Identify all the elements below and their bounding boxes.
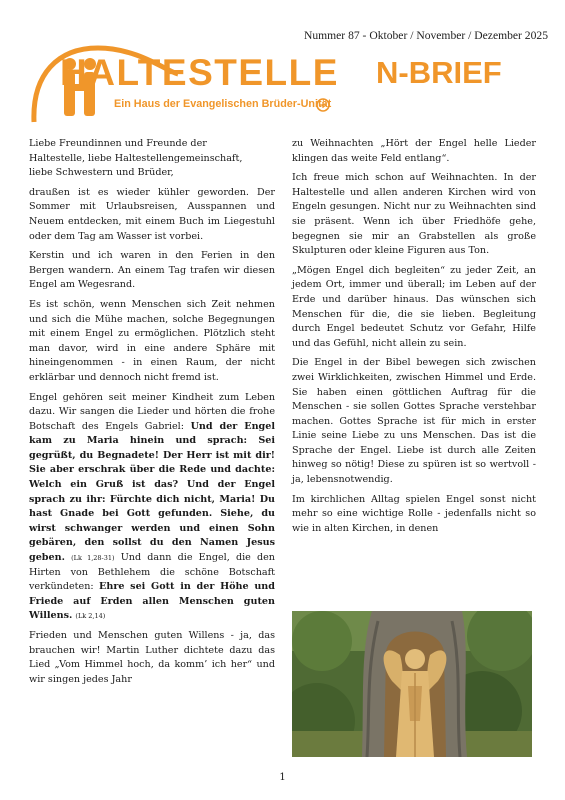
paragraph: Frieden und Menschen guten Willens - ja, das brauchen wir! Martin Luther dichtete dazu das Lied „Vom Himmel hoch, da komm’ ich her“ und wir singen jedes Jahr	[29, 630, 275, 685]
paragraph-scripture	[29, 391, 275, 625]
bible-quote-gloria: Ehre sei Gott in der Höhe und Friede auf Erden allen Menschen guten Willens.	[29, 581, 275, 622]
paragraph: Kerstin und ich waren in den Ferien in den Bergen wandern. An einem Tag trafen wir diesen Engel am Wegesrand.	[29, 250, 275, 291]
page-number: 1	[279, 772, 286, 783]
newsletter-title: HALTESTELLE	[60, 52, 339, 93]
left-column	[29, 137, 275, 692]
paragraph: draußen ist es wieder kühler geworden. Der Sommer mit Urlaubsreisen, Ausspannen und Neuem entdecken, mit einem Buch im Liegestuhl oder dem Tag am Wasser ist vorbei.	[29, 186, 275, 242]
newsletter-title-suffix: N-BRIEF	[376, 55, 502, 90]
angel-sculpture-photo	[292, 611, 532, 757]
paragraph: zu Weihnachten „Hört der Engel helle Lieder klingen das weite Feld entlang“.	[292, 138, 536, 164]
bible-reference: (Lk 2,14)	[75, 612, 106, 621]
greeting-line-2: Haltestelle, liebe Haltestellengemeinschaft,	[29, 152, 243, 164]
newsletter-subtitle: Ein Haus der Evangelischen Brüder-Unität	[114, 98, 332, 110]
paragraph-text: Engel gehören seit meiner Kindheit zum Leben dazu. Wir sangen die Lieder und hörten die frohe Botschaft des Engels Gabriel:	[29, 391, 275, 432]
paragraph: Die Engel in der Bibel bewegen sich zwischen zwei Wirklichkeiten, zwischen Himmel und Erde. Sie haben einen göttlichen Auftrag für die Menschen - sie sollen Gottes Sprache verstehbar machen. Gottes Sprache ist für mich in erster Linie seine Liebe zu uns Menschen. Das ist die Sprache der Engel. Liebe ist durch alle Zeiten hinweg so nötig! Diese zu spüren ist so wertvoll - ja, lebensnotwendig.	[292, 357, 536, 486]
issue-line: Nummer 87 - Oktober / November / Dezember 2025	[303, 29, 548, 42]
paragraph-text: Und dann die Engel, die den Hirten von Bethlehem die schöne Botschaft verkündeten:	[29, 552, 275, 593]
bible-reference: (Lk 1,28-31)	[71, 554, 115, 563]
greeting-line-3: liebe Schwestern und Brüder,	[29, 167, 174, 179]
bible-quote-annunciation: Und der Engel kam zu Maria hinein und sprach: Sei gegrüßt, du Begnadete! Der Herr ist mit dir! Sie aber erschrak über die Rede und dachte: Welch ein Gruß ist das? Und der Engel sprach zu ihr: Fürchte dich nicht, Maria! Du hast Gnade bei Gott gefunden. Siehe, du wirst schwanger werden und einen Sohn gebären, den sollst du den Namen Jesus geben.	[29, 420, 275, 564]
greeting-line-1: Liebe Freundinnen und Freunde der	[29, 138, 207, 149]
right-column	[292, 137, 536, 541]
paragraph: Es ist schön, wenn Menschen sich Zeit nehmen und sich die Mühe machen, solche Begegnungen mit einem Engel zu ermöglichen. Plötzlich steht man davor, wird in eine andere Sphäre mit hineingenommen - in einen Raum, der nicht erklärbar und dennoch nicht fremd ist.	[29, 298, 275, 383]
paragraph: „Mögen Engel dich begleiten“ zu jeder Zeit, an jedem Ort, immer und überall; im Leben auf der Erde und darüber hinaus. Das wünschen sich Menschen für die, die sie lieben. Begleitung durch Engel bedeutet Schutz vor Gefahr, Hilfe und das Gefühl, nicht allein zu sein.	[292, 264, 536, 349]
paragraph: Im kirchlichen Alltag spielen Engel sonst nicht mehr so eine wichtige Rolle - jedenfalls nicht so wie in alten Kirchen, in denen	[292, 493, 536, 534]
paragraph: Ich freue mich schon auf Weihnachten. In der Haltestelle und allen anderen Kirchen wird von Engeln gesungen. Nicht nur zu Weihnachten sind sie präsent. Wenn ich über Friedhöfe gehe, begegnen sie mir an Grabstellen als große Skulpturen oder kleine Figuren aus Ton.	[292, 172, 536, 257]
